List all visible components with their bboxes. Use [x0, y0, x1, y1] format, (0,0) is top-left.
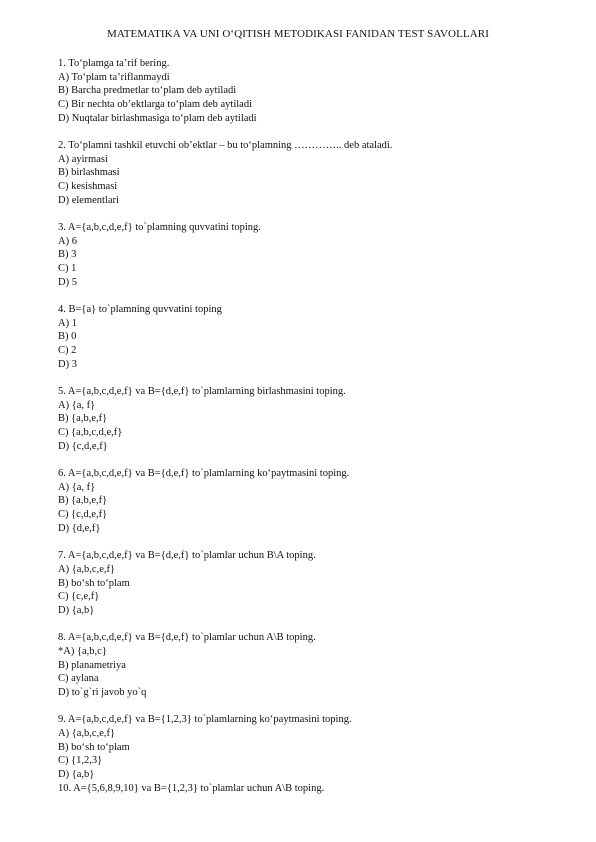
answer-option: B) 0 [58, 331, 77, 343]
question-1 [58, 57, 558, 126]
question-stem: 1. To‘plamga ta’rif bering. [58, 58, 170, 69]
question-stem: 4. B={a} to`plamning quvvatini toping [58, 304, 222, 316]
question-stem: 5. A={a,b,c,d,e,f} va B={d,e,f} to`plamlarning birlashmasini toping. [58, 386, 346, 398]
answer-option: A) ayirmasi [58, 153, 108, 165]
answer-option: C) {c,e,f} [58, 591, 100, 603]
answer-option: A) {a,b,c,e,f} [58, 563, 116, 575]
answer-option: D) Nuqtalar birlashmasiga to‘plam deb aytiladi [58, 112, 257, 124]
answer-option: D) {a,b} [58, 604, 95, 616]
answer-option: C) aylana [58, 673, 99, 685]
answer-option: B) bo‘sh to‘plam [58, 741, 130, 753]
answer-option: C) 1 [58, 263, 77, 275]
question-4 [58, 303, 558, 372]
answer-option: A) {a, f} [58, 399, 96, 411]
answer-option: B) planametriya [58, 659, 126, 671]
question-3 [58, 221, 558, 290]
question-stem: 8. A={a,b,c,d,e,f} va B={d,e,f} to`plamlar uchun A\B toping. [58, 632, 316, 644]
answer-option: B) {a,b,e,f} [58, 495, 108, 507]
answer-option: C) Bir nechta ob’ektlarga to‘plam deb aytiladi [58, 99, 252, 111]
answer-option: A) {a,b,c,e,f} [58, 727, 116, 739]
answer-option: C) {c,d,e,f} [58, 509, 108, 521]
answer-option: A) 1 [58, 317, 77, 329]
document-title: MATEMATIKA VA UNI O‘QITISH METODIKASI FANIDAN TEST SAVOLLARI [107, 28, 489, 40]
question-stem: 3. A={a,b,c,d,e,f} to`plamning quvvatini toping. [58, 222, 261, 234]
answer-option: D) {a,b} [58, 768, 95, 780]
question-stem: 9. A={a,b,c,d,e,f} va B={1,2,3} to`plamlarning ko‘paytmasini toping. [58, 714, 352, 726]
question-stem: 2. To‘plamni tashkil etuvchi ob’ektlar – bu to‘plamning ………….. deb ataladi. [58, 140, 393, 152]
question-5 [58, 385, 558, 454]
answer-option: C) 2 [58, 345, 77, 357]
question-2 [58, 139, 558, 208]
question-10 [58, 782, 558, 796]
answer-option: *A) {a,b,c} [58, 645, 107, 657]
answer-option: D) 5 [58, 276, 77, 288]
answer-option: D) to`g`ri javob yo`q [58, 686, 147, 698]
answer-option: C) {1,2,3} [58, 755, 103, 767]
answer-option: B) Barcha predmetlar to‘plam deb aytiladi [58, 85, 237, 97]
answer-option: B) bo‘sh to‘plam [58, 577, 130, 589]
question-list [58, 57, 558, 795]
question-8 [58, 631, 558, 700]
question-stem: 6. A={a,b,c,d,e,f} va B={d,e,f} to`plamlarning ko‘paytmasini toping. [58, 468, 350, 480]
question-stem: 10. A={5,6,8,9,10} va B={1,2,3} to`plamlar uchun A\B toping. [58, 782, 325, 794]
answer-option: C) kesishmasi [58, 181, 118, 193]
question-7 [58, 549, 558, 618]
answer-option: D) 3 [58, 358, 77, 370]
answer-option: A) 6 [58, 235, 77, 247]
question-9 [58, 713, 558, 782]
answer-option: B) 3 [58, 249, 77, 261]
answer-option: A) To‘plam ta’riflanmaydi [58, 71, 170, 83]
question-stem: 7. A={a,b,c,d,e,f} va B={d,e,f} to`plamlar uchun B\A toping. [58, 550, 316, 562]
answer-option: D) {c,d,e,f} [58, 440, 108, 452]
answer-option: C) {a,b,c,d,e,f} [58, 427, 123, 439]
answer-option: D) elementlari [58, 194, 119, 206]
answer-option: B) {a,b,e,f} [58, 413, 108, 425]
question-6 [58, 467, 558, 536]
answer-option: A) {a, f} [58, 481, 96, 493]
answer-option: B) birlashmasi [58, 167, 120, 179]
answer-option: D) {d,e,f} [58, 522, 101, 534]
